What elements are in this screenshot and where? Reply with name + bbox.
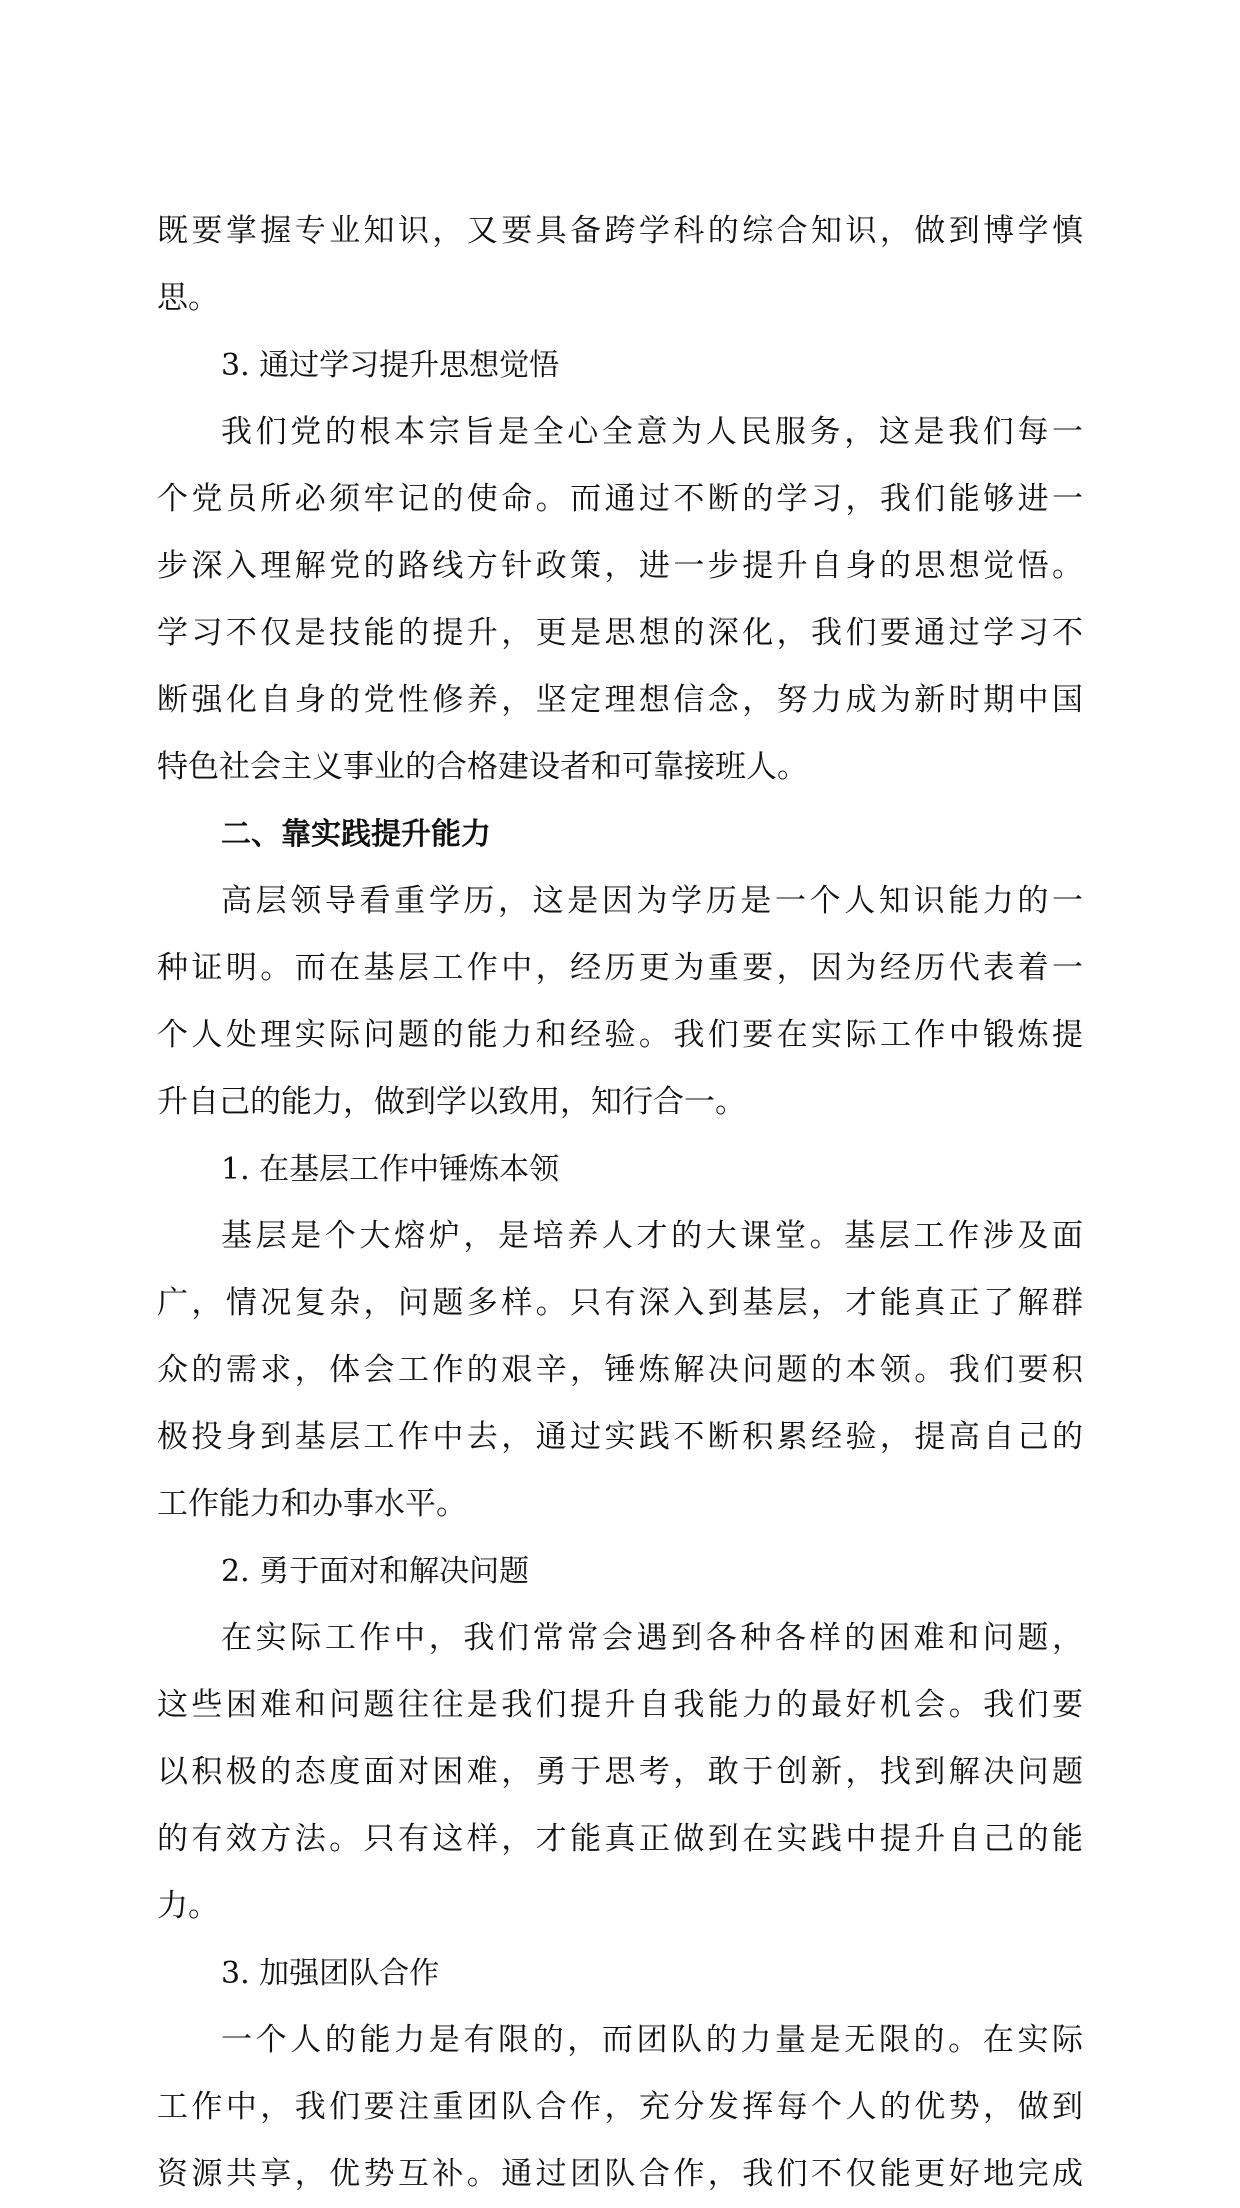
- body-line: 步深入理解党的路线方针政策，进一步提升自身的思想觉悟。: [157, 548, 1083, 584]
- body-line: 升自己的能力，做到学以致用，知行合一。: [157, 1084, 746, 1120]
- body-line: 在实际工作中，我们常常会遇到各种各样的困难和问题，: [221, 1620, 1083, 1656]
- body-line: 高层领导看重学历，这是因为学历是一个人知识能力的一: [221, 883, 1083, 919]
- body-line: 的有效方法。只有这样，才能真正做到在实践中提升自己的能: [157, 1821, 1083, 1857]
- subheading-2-problems: 2. 勇于面对和解决问题: [221, 1554, 530, 1589]
- body-line: 基层是个大熔炉，是培养人才的大课堂。基层工作涉及面: [221, 1218, 1083, 1254]
- body-line: 极投身到基层工作中去，通过实践不断积累经验，提高自己的: [157, 1419, 1083, 1455]
- subheading-1-grassroots: 1. 在基层工作中锤炼本领: [221, 1152, 560, 1187]
- document-body: [157, 198, 1083, 2208]
- body-line: 众的需求，体会工作的艰辛，锤炼解决问题的本领。我们要积: [157, 1352, 1083, 1388]
- body-line: 个人处理实际问题的能力和经验。我们要在实际工作中锻炼提: [157, 1017, 1083, 1053]
- body-line: 一个人的能力是有限的，而团队的力量是无限的。在实际: [221, 2022, 1083, 2058]
- body-line: 个党员所必须牢记的使命。而通过不断的学习，我们能够进一: [157, 481, 1083, 517]
- body-line: 既要掌握专业知识，又要具备跨学科的综合知识，做到博学慎: [157, 213, 1083, 249]
- body-line: 以积极的态度面对困难，勇于思考，敢于创新，找到解决问题: [157, 1754, 1083, 1790]
- body-line: 工作能力和办事水平。: [157, 1486, 467, 1522]
- body-line: 种证明。而在基层工作中，经历更为重要，因为经历代表着一: [157, 950, 1083, 986]
- body-line: 断强化自身的党性修养，坚定理想信念，努力成为新时期中国: [157, 682, 1083, 718]
- subheading-3-teamwork: 3. 加强团队合作: [221, 1956, 440, 1991]
- body-line: 力。: [157, 1888, 219, 1924]
- section-heading-practice: 二、靠实践提升能力: [221, 817, 491, 852]
- body-line: 特色社会主义事业的合格建设者和可靠接班人。: [157, 749, 808, 785]
- body-line: 我们党的根本宗旨是全心全意为人民服务，这是我们每一: [221, 414, 1083, 450]
- subheading-3-study: 3. 通过学习提升思想觉悟: [221, 348, 560, 383]
- body-line: 广，情况复杂，问题多样。只有深入到基层，才能真正了解群: [157, 1285, 1083, 1321]
- body-line: 学习不仅是技能的提升，更是思想的深化，我们要通过学习不: [157, 615, 1083, 651]
- body-line: 工作中，我们要注重团队合作，充分发挥每个人的优势，做到: [157, 2089, 1083, 2125]
- body-line: 思。: [157, 280, 219, 316]
- body-line: 这些困难和问题往往是我们提升自我能力的最好机会。我们要: [157, 1687, 1083, 1723]
- body-line: 资源共享，优势互补。通过团队合作，我们不仅能更好地完成: [157, 2156, 1083, 2192]
